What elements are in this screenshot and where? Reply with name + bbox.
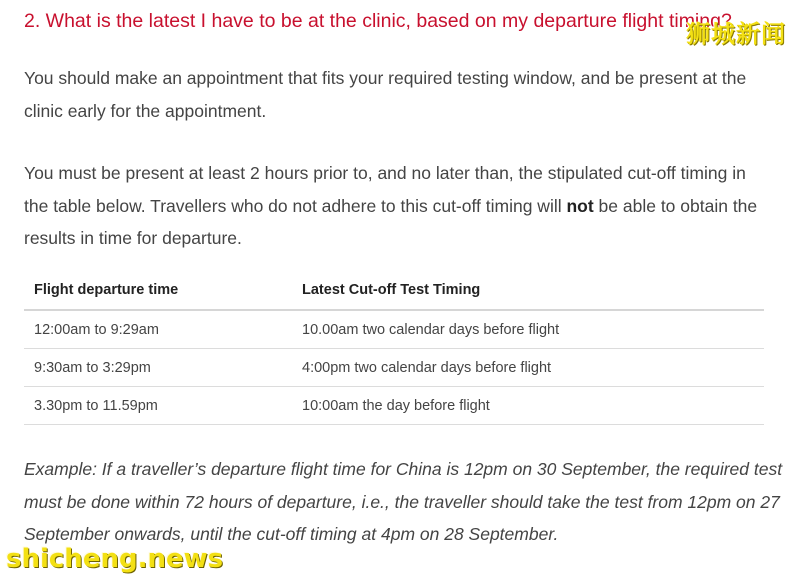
column-header-cutoff: Latest Cut-off Test Timing: [292, 271, 764, 310]
cutoff-text-before: You must be present at least 2 hours prior to, and no later than, the stipulated cut-off timing in the table below. Travellers who do not adhere to this cut-off timing will: [24, 163, 746, 216]
watermark-site-logo: shicheng.news: [6, 544, 224, 574]
example-paragraph: Example: If a traveller’s departure flight time for China is 12pm on 30 September, the required test must be done within 72 hours of departure, i.e., the traveller should take the test from 12pm on 27 September onwards, until the cut-off timing at 4pm on 28 September.: [24, 459, 783, 544]
cutoff-time-cell: 10:00am the day before flight: [292, 387, 764, 425]
cutoff-timing-table: [24, 271, 764, 425]
cutoff-time-cell: 4:00pm two calendar days before flight: [292, 349, 764, 387]
cutoff-text-after: be able to obtain the results in time for departure.: [24, 195, 758, 248]
departure-time-cell: 9:30am to 3:29pm: [24, 349, 292, 387]
watermark-chinese-logo: 狮城新闻: [686, 21, 786, 48]
cutoff-text-emphasis: not: [566, 195, 594, 216]
cutoff-time-cell: 10.00am two calendar days before flight: [292, 310, 764, 349]
departure-time-cell: 12:00am to 9:29am: [24, 310, 292, 349]
table-row: [24, 310, 764, 349]
departure-time-cell: 3.30pm to 11.59pm: [24, 387, 292, 425]
table-row: [24, 349, 764, 387]
table-header-row: [24, 271, 764, 310]
faq-question-heading: 2. What is the latest I have to be at the clinic, based on my departure flight timing?: [24, 10, 732, 32]
table-row: [24, 387, 764, 425]
appointment-paragraph: You should make an appointment that fits your required testing window, and be present at the clinic early for the appointment.: [24, 68, 747, 121]
column-header-departure: Flight departure time: [24, 271, 292, 310]
cutoff-paragraph: [24, 157, 769, 255]
